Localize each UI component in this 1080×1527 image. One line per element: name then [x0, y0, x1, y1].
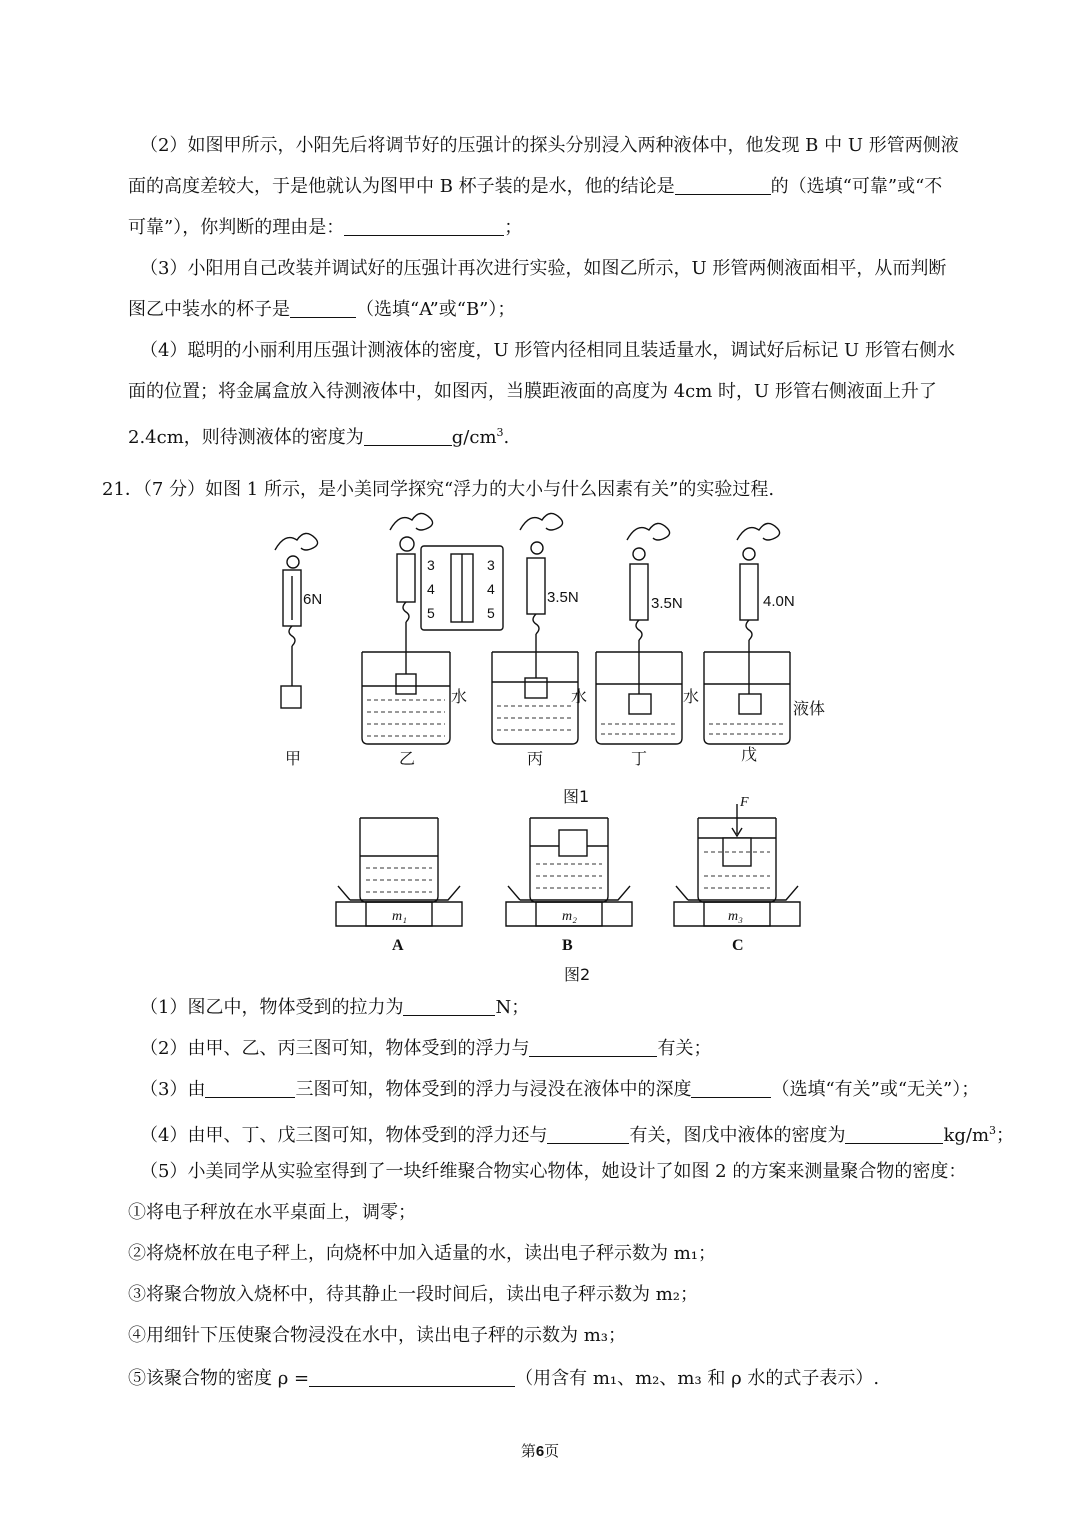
subfigure-label: 丙 [527, 749, 544, 768]
q21-part5: （5）小美同学从实验室得到了一块纤维聚合物实心物体，她设计了如图 2 的方案来测量聚合物的密度： [140, 1161, 967, 1182]
subfigure-label: 甲 [285, 749, 302, 768]
q21-step5: ⑤该聚合物的密度 ρ = （用含有 m₁、m₂、m₃ 和 ρ 水的式子表示）. [128, 1368, 880, 1389]
spring-scale [527, 558, 545, 614]
subfigure-label: 戊 [741, 745, 758, 764]
q21-step4: ④用细针下压使聚合物浸没在水中，读出电子秤的示数为 m₃； [128, 1325, 627, 1346]
object-block [281, 686, 301, 708]
tick-label: 5 [487, 605, 495, 621]
tick-label: 3 [427, 557, 435, 573]
liquid-label: 水 [571, 687, 588, 706]
reading-label: 3.5N [547, 589, 579, 606]
q21-step2: ②将烧杯放在电子秤上，向烧杯中加入适量的水，读出电子秤示数为 m₁； [128, 1243, 717, 1264]
q20-part4-line2: 面的位置；将金属盒放入待测液体中，如图丙，当膜距液面的高度为 4cm 时，U 形管右侧液面上升了 [128, 381, 937, 402]
subfigure-label: B [562, 937, 573, 954]
page-number: 第6页 [520, 1442, 560, 1460]
hand-icon [627, 523, 670, 560]
object-block [629, 694, 651, 714]
answer-blank[interactable] [344, 217, 504, 236]
q20-part4-line3: 2.4cm，则待测液体的密度为 $g/cm^3$. [128, 426, 510, 448]
object-block [525, 678, 547, 698]
figure-caption: 图1 [563, 787, 590, 806]
q21-step1: ①将电子秤放在水平桌面上，调零； [128, 1202, 416, 1223]
figure-1 [255, 510, 855, 810]
object-block [396, 674, 416, 694]
force-label: F [740, 795, 749, 810]
q21-part3: （3）由 三图可知，物体受到的浮力与浸没在液体中的深度 （选填“有关”或“无关”）； [140, 1079, 980, 1100]
q20-part3-line2: 图乙中装水的杯子是 （选填“A”或“B”）； [128, 299, 516, 320]
tick-label: 3 [487, 557, 495, 573]
answer-blank[interactable] [691, 1079, 771, 1098]
hand-icon [737, 523, 780, 560]
answer-blank[interactable] [309, 1368, 515, 1387]
tick-label: 5 [427, 605, 435, 621]
q20-part3-line1: （3）小阳用自己改装并调试好的压强计再次进行实验，如图乙所示，U 形管两侧液面相平，从而判断 [140, 258, 947, 279]
spring-scale [740, 564, 758, 620]
liquid-label: 水 [683, 687, 700, 706]
answer-blank[interactable] [547, 1125, 629, 1144]
hand-icon [520, 513, 563, 554]
mass-label: m₁ [392, 909, 407, 924]
reading-label: 6N [303, 591, 323, 608]
q21-step3: ③将聚合物放入烧杯中，待其静止一段时间后，读出电子秤示数为 m₂； [128, 1284, 699, 1305]
tick-label: 4 [427, 581, 435, 597]
spring-scale [397, 554, 415, 602]
subfigure-label: C [732, 937, 744, 954]
answer-blank[interactable] [364, 427, 452, 446]
subfigure-label: 丁 [631, 749, 648, 768]
q21-part2: （2）由甲、乙、丙三图可知，物体受到的浮力与 有关； [140, 1038, 712, 1059]
answer-blank[interactable] [205, 1079, 295, 1098]
answer-blank[interactable] [675, 176, 771, 195]
answer-blank[interactable] [290, 299, 356, 318]
figure-caption: 图2 [564, 965, 591, 984]
answer-blank[interactable] [529, 1038, 657, 1057]
q20-part4-line1: （4）聪明的小丽利用压强计测液体的密度，U 形管内径相同且装适量水，调试好后标记 U 形管右侧水 [140, 340, 955, 361]
mass-label: m₂ [562, 909, 577, 924]
q21-part1: （1）图乙中，物体受到的拉力为 N； [140, 997, 530, 1018]
q20-part2-line1: （2）如图甲所示，小阳先后将调节好的压强计的探头分别浸入两种液体中，他发现 B 中 U 形管两侧液 [140, 135, 959, 156]
beaker [360, 818, 438, 902]
q21-part4: （4）由甲、丁、戊三图可知，物体受到的浮力还与 有关，图戊中液体的密度为 $kg/m^3$； [140, 1124, 1015, 1146]
answer-blank[interactable] [845, 1125, 943, 1144]
subfigure-label: A [392, 937, 404, 954]
tick-label: 4 [487, 581, 495, 597]
object-block [739, 694, 761, 714]
hand-icon [275, 533, 318, 568]
spring-scale [630, 564, 648, 620]
liquid-label: 水 [451, 687, 468, 706]
q20-part2-line3: 可靠”），你判断的理由是： ； [128, 217, 523, 238]
object-block [559, 830, 587, 856]
figure-2 [330, 790, 820, 990]
reading-label: 3.5N [651, 595, 683, 612]
answer-blank[interactable] [403, 997, 495, 1016]
q21-stem: 21．（7 分）如图 1 所示，是小美同学探究“浮力的大小与什么因素有关”的实验过程. [102, 479, 775, 500]
reading-label: 4.0N [763, 593, 795, 610]
mass-label: m₃ [728, 909, 743, 924]
subfigure-label: 乙 [399, 749, 416, 768]
liquid-label: 液体 [793, 699, 826, 718]
q20-part2-line2: 面的高度差较大，于是他就认为图甲中 B 杯子装的是水，他的结论是 的（选填“可靠”或“不 [128, 176, 943, 197]
